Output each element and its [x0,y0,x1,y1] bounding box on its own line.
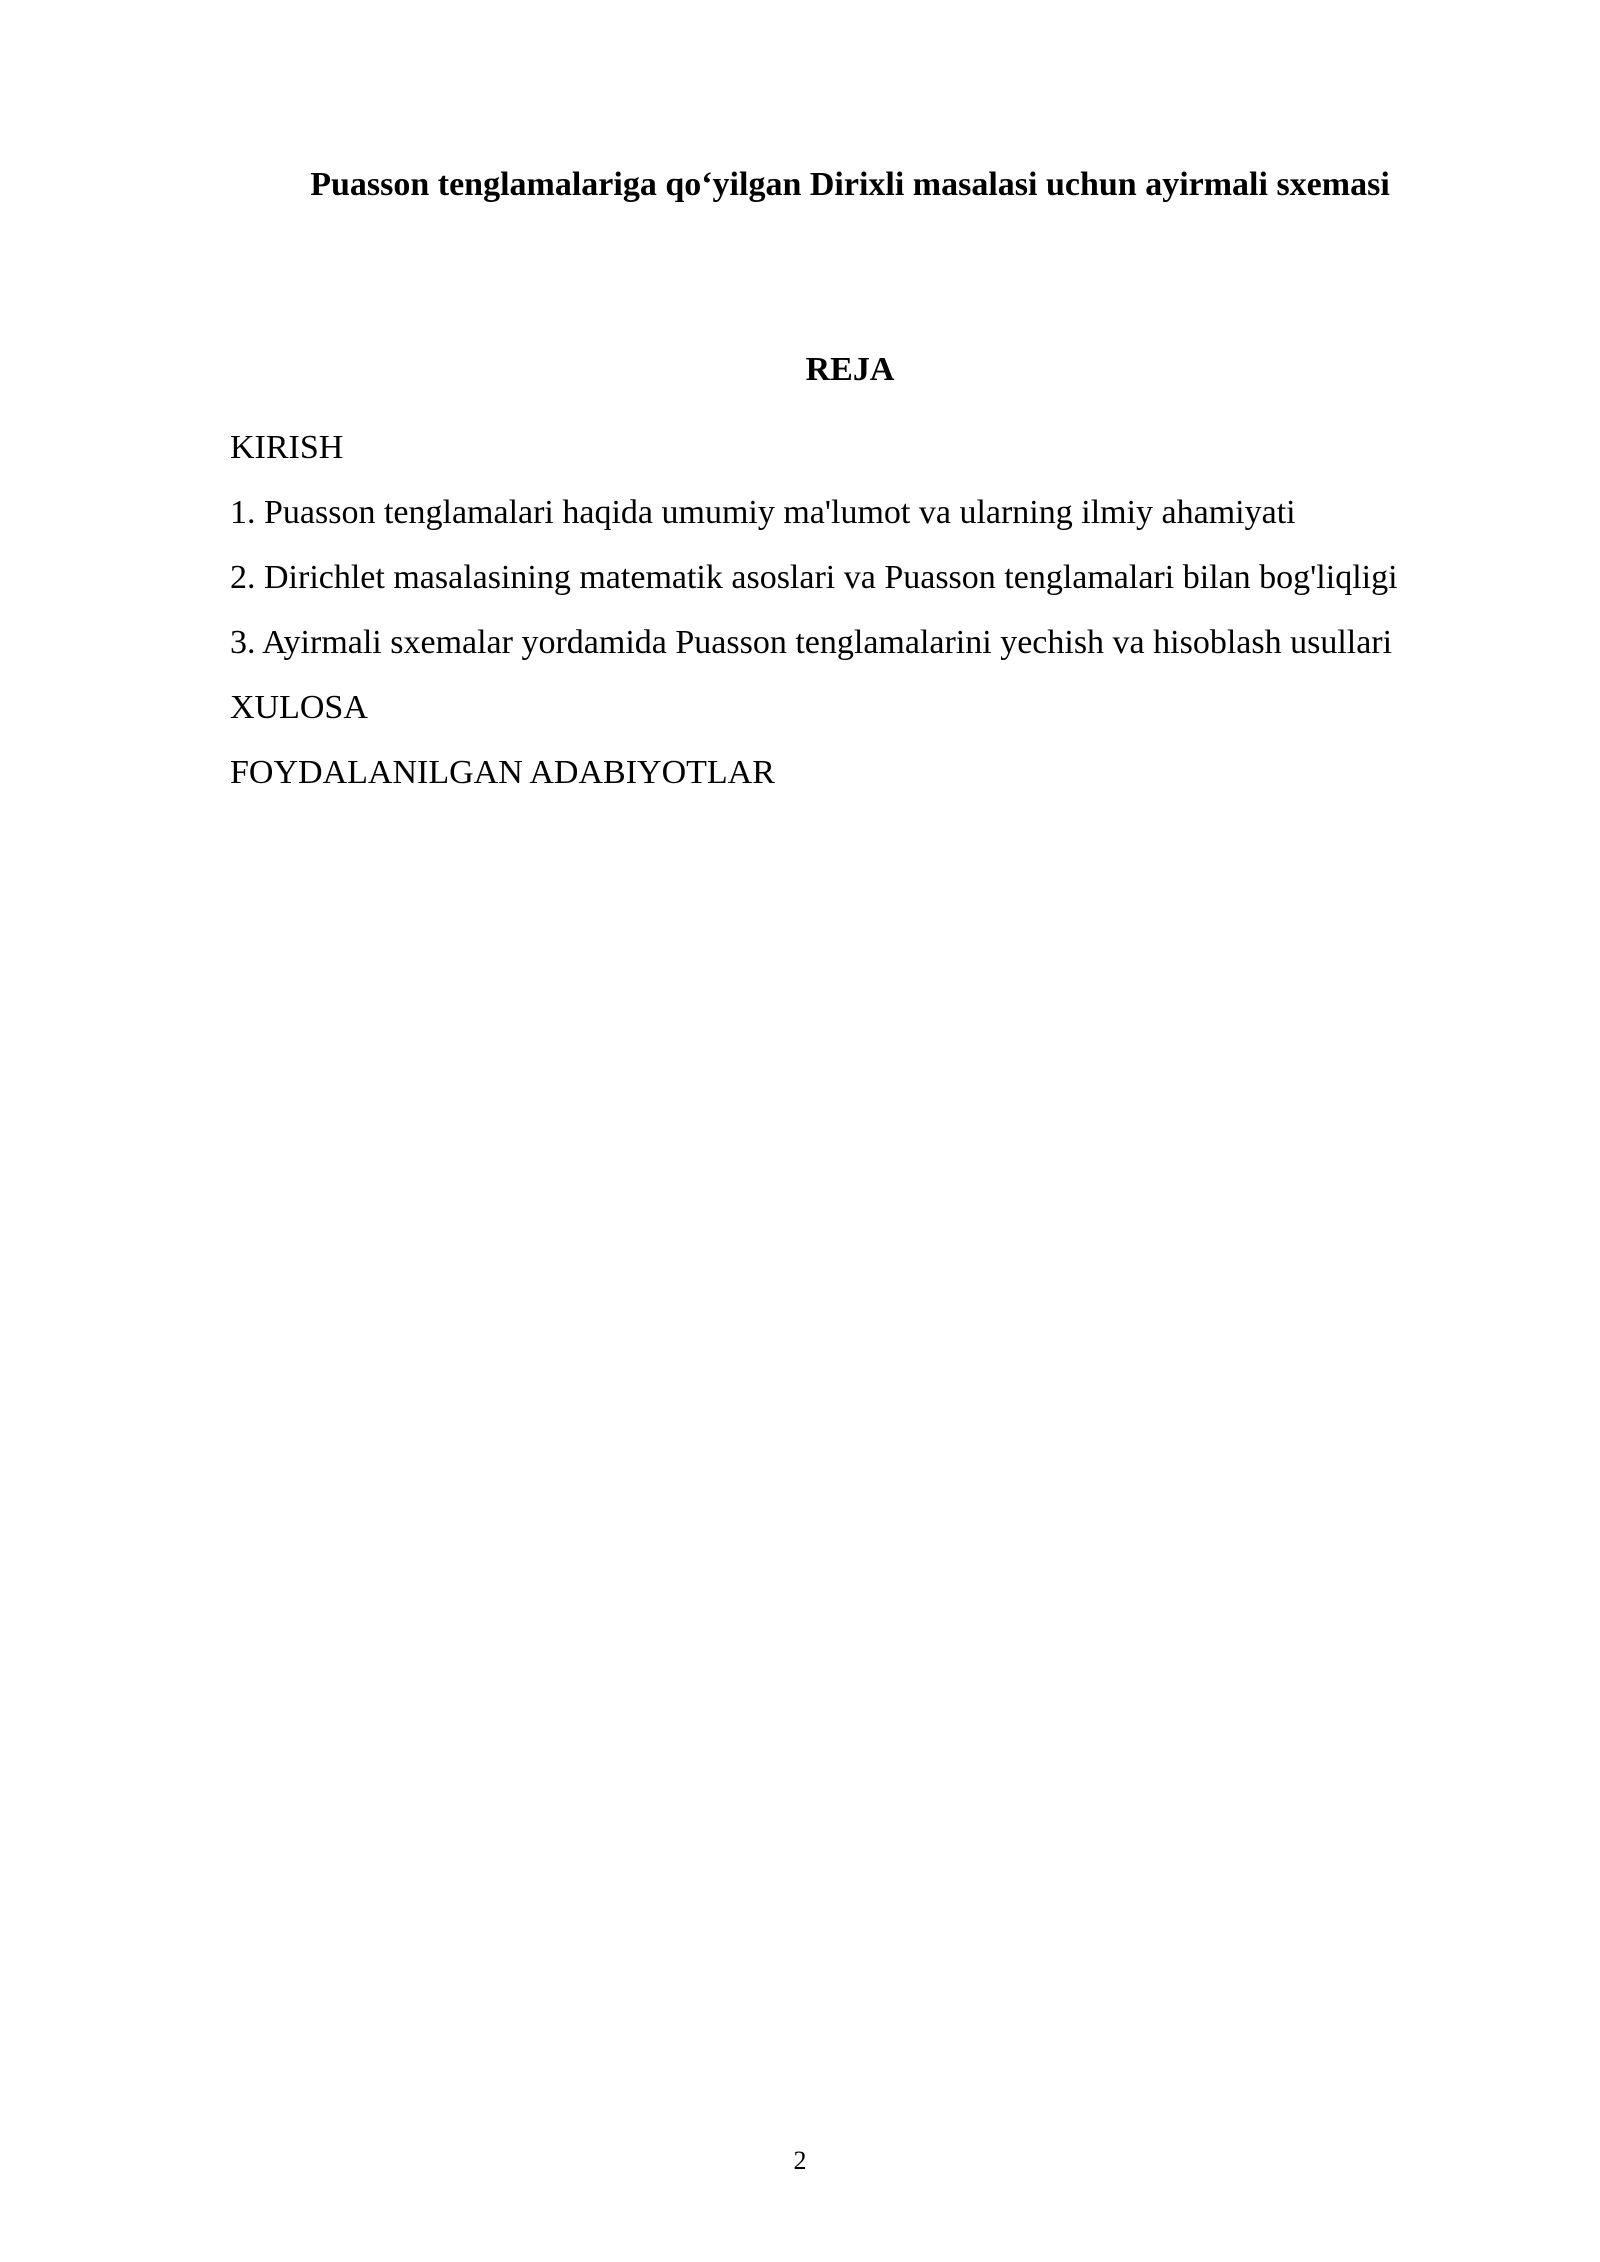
document-title: Puasson tenglamalariga qo‘yilgan Dirixli masalasi uchun ayirmali sxemasi [310,166,1390,203]
plan-list [230,420,1450,810]
plan-item-introduction: KIRISH [230,429,344,466]
plan-heading: REJA [805,351,895,388]
page-number: 2 [793,2146,807,2175]
plan-item-3: 3. Ayirmali sxemalar yordamida Puasson tenglamalarini yechish va hisoblash usullari [230,624,1393,661]
plan-item-conclusion: XULOSA [230,689,368,726]
plan-item-references: FOYDALANILGAN ADABIYOTLAR [230,754,775,791]
plan-item-2: 2. Dirichlet masalasining matematik asoslari va Puasson tenglamalari bilan bog'liqligi [230,559,1398,596]
plan-item-1: 1. Puasson tenglamalari haqida umumiy ma'lumot va ularning ilmiy ahamiyati [230,494,1296,531]
